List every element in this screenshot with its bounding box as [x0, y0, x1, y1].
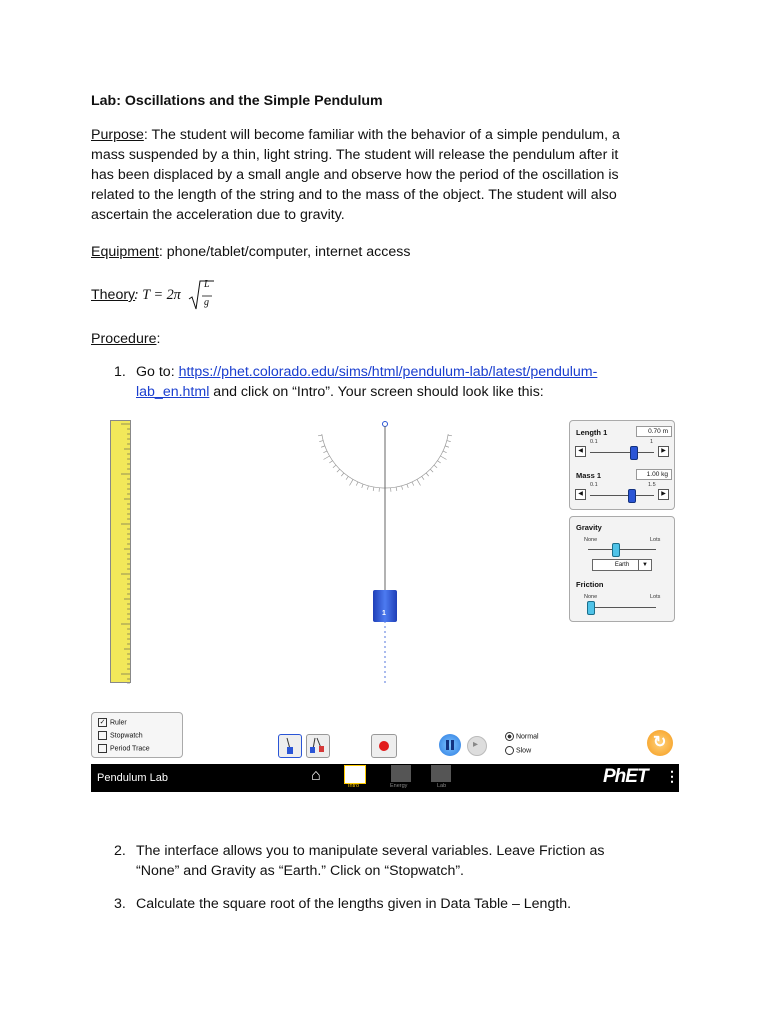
intro-tab-icon	[344, 765, 366, 784]
friction-slider-thumb[interactable]	[587, 601, 595, 615]
equipment-label: Equipment	[91, 244, 159, 260]
procedure-heading: Procedure:	[91, 331, 161, 347]
tab-energy[interactable]: Energy	[389, 765, 413, 791]
mass-increase-button[interactable]: ▶	[658, 489, 669, 500]
gravity-slider-track	[588, 549, 656, 550]
one-pendulum-button[interactable]	[278, 734, 302, 758]
equipment-paragraph: Equipment: phone/tablet/computer, internet access	[91, 244, 411, 260]
phet-link[interactable]: https://phet.colorado.edu/sims/html/pendulum-lab/latest/pendulum-	[178, 364, 598, 380]
reset-icon: ↻	[653, 734, 667, 751]
record-button[interactable]	[371, 734, 397, 758]
length-slider-track	[590, 452, 654, 453]
menu-icon[interactable]: ⋮	[665, 768, 679, 784]
step-number: 3.	[114, 896, 126, 912]
pendulum-simulation	[91, 412, 679, 792]
two-pendulums-button[interactable]	[306, 734, 330, 758]
gravity-friction-panel: Gravity None Lots Earth ▼ Friction None Lots	[569, 516, 675, 622]
page-title: Lab: Oscillations and the Simple Pendulum	[91, 93, 383, 109]
tab-lab[interactable]: Lab	[429, 765, 453, 791]
phet-logo[interactable]: PhET	[603, 766, 648, 787]
length-slider-thumb[interactable]	[630, 446, 638, 460]
ruler-checkbox[interactable]: ✓ Ruler	[99, 719, 127, 727]
two-pendulums-icon	[307, 735, 329, 757]
step-button[interactable]	[467, 736, 487, 756]
reset-all-button[interactable]	[647, 730, 673, 756]
length-value: 0.70 m	[636, 426, 672, 437]
mass-value: 1.00 kg	[636, 469, 672, 480]
home-icon[interactable]: ⌂	[311, 767, 321, 784]
speed-slow-radio[interactable]: Slow	[505, 746, 531, 755]
pause-icon	[446, 740, 449, 750]
stopwatch-checkbox[interactable]: Stopwatch	[98, 731, 143, 740]
mass-label: Mass 1	[576, 471, 602, 480]
sqrt-sign-icon	[188, 279, 214, 313]
tab-intro[interactable]: Intro	[343, 765, 365, 791]
phet-link-continued[interactable]: lab_en.html	[136, 384, 210, 400]
step-3-text: Calculate the square root of the lengths given in Data Table – Length.	[136, 896, 572, 912]
purpose-label: Purpose	[91, 127, 144, 143]
length-mass-panel: Length 1 0.70 m 0.1 1 ◀ ▶ Mass 1 1.00 kg 0.1 1.5 ◀ ▶	[569, 420, 675, 510]
chevron-down-icon: ▼	[638, 560, 651, 570]
step-2-text: The interface allows you to manipulate several variables. Leave Friction as “None” and Gravity as “Earth.” Click on “Stopwatch”.	[136, 843, 605, 879]
length-label: Length 1	[576, 428, 608, 437]
navigation-bar	[91, 764, 679, 792]
ruler[interactable]	[110, 420, 132, 684]
mass-decrease-button[interactable]: ◀	[575, 489, 586, 500]
friction-slider-track	[588, 607, 656, 608]
options-panel	[91, 712, 183, 758]
mass-slider-track	[590, 495, 654, 496]
theory-formula: : T = 2π	[134, 287, 181, 303]
gravity-label: Gravity	[576, 523, 602, 532]
theory-denominator: g	[204, 297, 209, 308]
pendulum-area	[311, 416, 461, 696]
pendulum-bob[interactable]: 1	[373, 590, 397, 622]
lab-tab-icon	[431, 765, 451, 782]
app-title: Pendulum Lab	[97, 772, 168, 784]
friction-label: Friction	[576, 580, 604, 589]
energy-tab-icon	[391, 765, 411, 782]
theory-label: Theory	[91, 287, 136, 303]
checkmark-icon: ✓	[99, 719, 106, 726]
length-decrease-button[interactable]: ◀	[575, 446, 586, 457]
step-number: 2.	[114, 843, 126, 859]
gravity-slider-thumb[interactable]	[612, 543, 620, 557]
step-forward-icon: ▸	[473, 739, 479, 750]
purpose-paragraph: Purpose: The student will become familiar with the behavior of a simple pendulum, a mass suspended by a thin, light string. The student will release the pendulum after it has been displaced by a small angle and observe how the period of the oscillation is related to the length of the string and to the mass of the object. The student will also ascertain the acceleration due to gravity.	[91, 127, 620, 223]
step-1-text: Go to: https://phet.colorado.edu/sims/html/pendulum-lab/latest/pendulum- lab_en.html and click on “Intro”. Your screen should look like this:	[136, 364, 598, 400]
pause-button[interactable]	[439, 734, 461, 756]
pendulum-icon	[279, 735, 301, 757]
length-increase-button[interactable]: ▶	[658, 446, 669, 457]
mass-slider-thumb[interactable]	[628, 489, 636, 503]
speed-normal-radio[interactable]: Normal	[505, 732, 539, 741]
period-trace-checkbox[interactable]: Period Trace	[98, 744, 150, 753]
step-number: 1.	[114, 364, 126, 380]
theory-numerator: L	[204, 279, 210, 290]
gravity-select[interactable]: Earth ▼	[592, 559, 652, 571]
record-icon	[379, 741, 389, 751]
